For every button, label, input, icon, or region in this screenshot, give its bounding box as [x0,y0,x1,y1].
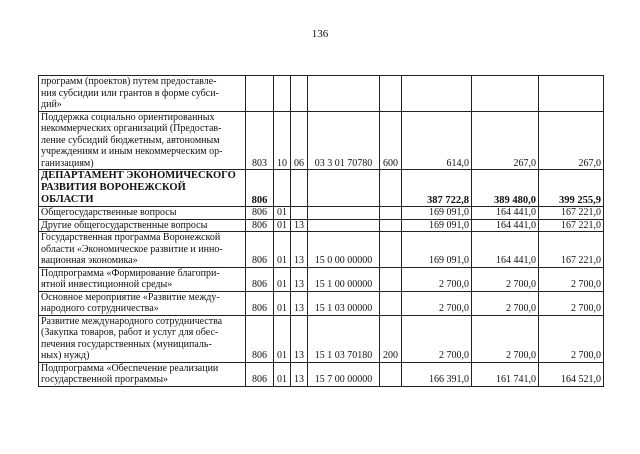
amount-year3-cell: 267,0 [539,111,604,170]
grbs-cell: 806 [246,291,274,315]
item-name-cell [39,315,246,362]
target-article-cell [308,76,380,112]
section-cell: 01 [274,207,291,220]
amount-year2-cell: 2 700,0 [472,315,539,362]
subsection-cell: 13 [291,291,308,315]
expense-type-cell [380,76,402,112]
amount-year3-cell: 164 521,0 [539,362,604,386]
item-name-line: некоммерческих организаций (Предостав- [41,123,222,134]
item-name-cell [39,170,246,207]
item-name-cell [39,362,246,386]
expense-type-cell [380,232,402,268]
table-body [39,76,604,387]
amount-year1-cell: 2 700,0 [402,315,472,362]
grbs-cell: 806 [246,267,274,291]
item-name-line: народного сотрудничества» [41,303,159,314]
amount-year2-cell: 164 441,0 [472,207,539,220]
item-name-line: учреждениям и иным некоммерческим ор- [41,146,223,157]
table-row [39,267,604,291]
grbs-cell [246,76,274,112]
target-article-cell: 15 0 00 00000 [308,232,380,268]
table-row [39,315,604,362]
item-name-line: ОБЛАСТИ [41,194,94,205]
item-name-line: ных) нужд) [41,350,90,361]
table-row [39,219,604,232]
item-name-line: РАЗВИТИЯ ВОРОНЕЖСКОЙ [41,182,186,193]
amount-year1-cell: 2 700,0 [402,291,472,315]
expense-type-cell: 200 [380,315,402,362]
subsection-cell: 13 [291,267,308,291]
department-row [39,170,604,207]
amount-year1-cell: 614,0 [402,111,472,170]
amount-year1-cell: 169 091,0 [402,219,472,232]
table-row [39,76,604,112]
amount-year1-cell: 169 091,0 [402,232,472,268]
amount-year1-cell: 166 391,0 [402,362,472,386]
grbs-cell: 803 [246,111,274,170]
item-name-line: ление субсидий бюджетным, автономным [41,134,220,146]
item-name-cell [39,267,246,291]
subsection-cell [291,76,308,112]
subsection-cell [291,207,308,220]
amount-year1-cell [402,76,472,112]
page-number: 136 [311,28,329,40]
subsection-cell [291,170,308,207]
grbs-cell: 806 [246,232,274,268]
expense-type-cell [380,362,402,386]
amount-year3-cell: 2 700,0 [539,315,604,362]
amount-year2-cell: 2 700,0 [472,267,539,291]
item-name-cell [39,232,246,268]
table-row [39,207,604,220]
item-name-line: Основное мероприятие «Развитие между- [41,291,220,303]
section-cell: 01 [274,219,291,232]
amount-year2-cell: 267,0 [472,111,539,170]
item-name-line: ятной инвестиционной среды» [41,279,173,290]
section-cell: 01 [274,267,291,291]
item-name-cell [39,111,246,170]
item-name-line: государственной программы» [41,374,169,385]
item-name-line: Развитие международного сотрудничества [41,315,223,327]
subsection-cell: 06 [291,111,308,170]
item-name-cell [39,207,246,220]
item-name-line: Подпрограмма «Обеспечение реализации [41,362,219,374]
amount-year2-cell: 164 441,0 [472,219,539,232]
amount-year3-cell [539,76,604,112]
table-row [39,291,604,315]
amount-year1-cell: 2 700,0 [402,267,472,291]
item-name-line: печения государственных (муниципаль- [41,338,212,350]
grbs-cell: 806 [246,170,274,207]
section-cell: 01 [274,232,291,268]
item-name-line: ДЕПАРТАМЕНТ ЭКОНОМИЧЕСКОГО [41,170,236,181]
item-name-line: области «Экономическое развитие и инно- [41,243,223,255]
table-row [39,232,604,268]
expense-type-cell [380,207,402,220]
item-name-line: программ (проектов) путем предоставле- [41,76,217,87]
subsection-cell: 13 [291,219,308,232]
item-name-line: (Закупка товаров, работ и услуг для обес- [41,327,219,338]
target-article-cell [308,219,380,232]
item-name-line: Поддержка социально ориентированных [41,111,215,123]
amount-year3-cell: 167 221,0 [539,219,604,232]
item-name-line: Государственная программа Воронежской [41,232,221,243]
section-cell: 01 [274,315,291,362]
grbs-cell: 806 [246,315,274,362]
section-cell [274,76,291,112]
target-article-cell: 15 1 03 00000 [308,291,380,315]
amount-year3-cell: 2 700,0 [539,291,604,315]
amount-year2-cell: 389 480,0 [472,170,539,207]
expense-type-cell [380,219,402,232]
expense-type-cell [380,170,402,207]
subsection-cell: 13 [291,232,308,268]
amount-year3-cell: 167 221,0 [539,232,604,268]
section-cell: 01 [274,362,291,386]
item-name-line: Подпрограмма «Формирование благопри- [41,267,220,279]
item-name-line: ганизациям) [41,157,94,169]
grbs-cell: 806 [246,362,274,386]
item-name-cell [39,291,246,315]
amount-year1-cell: 387 722,8 [402,170,472,207]
grbs-cell: 806 [246,219,274,232]
amount-year2-cell: 2 700,0 [472,291,539,315]
budget-table [38,75,604,387]
amount-year2-cell [472,76,539,112]
expense-type-cell [380,267,402,291]
target-article-cell [308,170,380,207]
item-name-line: Другие общегосударственные вопросы [41,219,208,231]
section-cell: 10 [274,111,291,170]
expense-type-cell: 600 [380,111,402,170]
section-cell [274,170,291,207]
item-name-line: Общегосударственные вопросы [41,207,177,218]
target-article-cell: 03 3 01 70780 [308,111,380,170]
section-cell: 01 [274,291,291,315]
target-article-cell: 15 1 00 00000 [308,267,380,291]
item-name-line: вационная экономика» [41,255,138,266]
subsection-cell: 13 [291,362,308,386]
amount-year3-cell: 2 700,0 [539,267,604,291]
amount-year1-cell: 169 091,0 [402,207,472,220]
target-article-cell: 15 1 03 70180 [308,315,380,362]
expense-type-cell [380,291,402,315]
amount-year2-cell: 164 441,0 [472,232,539,268]
item-name-cell [39,219,246,232]
item-name-cell [39,76,246,112]
amount-year3-cell: 167 221,0 [539,207,604,220]
amount-year2-cell: 161 741,0 [472,362,539,386]
table-row [39,362,604,386]
item-name-line: ния субсидии или грантов в форме субси- [41,87,219,99]
grbs-cell: 806 [246,207,274,220]
target-article-cell: 15 7 00 00000 [308,362,380,386]
target-article-cell [308,207,380,220]
subsection-cell: 13 [291,315,308,362]
item-name-line: дий» [41,99,62,110]
table-row [39,111,604,170]
amount-year3-cell: 399 255,9 [539,170,604,207]
